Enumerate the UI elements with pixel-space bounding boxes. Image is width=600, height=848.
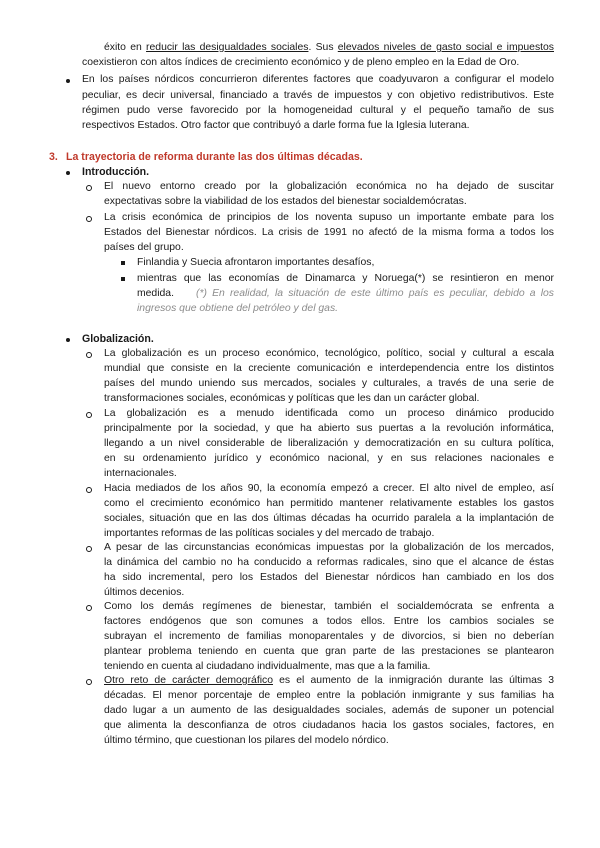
circle-bullet-icon <box>86 412 92 418</box>
sub-bullet-line-end <box>137 287 174 301</box>
circle-bullet-icon <box>86 185 92 191</box>
paragraph-line: últimos decenios. <box>104 587 185 598</box>
paragraph-line: principalmente por la sociedad, y que ha abierto sus puertas a la revolución informática, <box>104 423 554 434</box>
section-number: 3. <box>49 151 58 163</box>
paragraph-line <box>104 674 554 688</box>
paragraph-line: La globalización es un proceso económico, tecnológico, político, social y cultural a escala <box>104 348 554 359</box>
circle-bullet-icon <box>86 679 92 685</box>
paragraph-line: dado lugar a un aumento de las desigualdades sociales, además de suponer un potencial <box>104 705 554 716</box>
circle-bullet-icon <box>86 605 92 611</box>
paragraph-line: último término, que cuestionan los pilares del modelo nórdico. <box>104 735 389 746</box>
paragraph-line: como el crecimiento económico han permitido mantener relativamente estables los gastos <box>104 498 554 509</box>
paragraph-line: A pesar de las circunstancias económicas impuestas por la globalización de los mercados, <box>104 542 554 553</box>
circle-bullet-icon <box>86 352 92 358</box>
paragraph-line: La crisis económica de principios de los noventa supuso un importante embate para los <box>104 212 554 223</box>
paragraph-line: factores endógenos que son comunes a todos ellos. Entre los cambios sociales se <box>104 616 554 627</box>
square-bullet-icon <box>121 277 125 281</box>
paragraph-line: llegando a un nivel considerable de liberalización y democratización en su cultura política, <box>104 438 554 449</box>
paragraph-line: Estados del Bienestar nórdicos. La crisis de 1991 no afectó de la misma forma a todos los <box>104 227 554 238</box>
paragraph-line: teniendo en cuenta al ciudadano individualmente, mas que a la familia. <box>104 661 431 672</box>
paragraph-line: transformaciones sociales, económicas y políticas que les dan un carácter global. <box>104 393 480 404</box>
text-run: . Sus <box>308 42 338 53</box>
footnote-line: ingresos que obtiene del petróleo y del gas. <box>137 303 339 314</box>
paragraph-line: ha sido incremental, pero los Estados del Bienestar nórdicos han cambiado en los dos <box>104 572 554 583</box>
paragraph-line: plantear problema teniendo en cuenta que gran parte de las prestaciones se plantearon <box>104 646 554 657</box>
paragraph-line: países del mundo uniendo sus mercados, sociales y culturales, a través de una serie de <box>104 378 554 389</box>
paragraph-line: que alimenta la desconfianza de otros ciudadanos hacia los gastos sociales, factores, en <box>104 720 554 731</box>
text-run: medida. <box>137 288 174 299</box>
subsection-title-globalizacion: Globalización. <box>82 333 154 345</box>
text-run: es el aumento de la inmigración durante las últimas 3 <box>273 675 555 686</box>
paragraph-line: Como los demás regímenes de bienestar, también el socialdemócrata se enfrenta a <box>104 601 554 612</box>
circle-bullet-icon <box>86 216 92 222</box>
paragraph-line: expectativas sobre la viabilidad de los estados del bienestar socialdemócratas. <box>104 196 467 207</box>
paragraph-line: subrayan el incremento de familias monoparentales y de divorcios, si bien no deberían <box>104 631 554 642</box>
subsection-title-intro: Introducción. <box>82 166 150 178</box>
footnote-line: (*) En realidad, la situación de este último país es peculiar, debido a los <box>196 288 554 299</box>
paragraph-line: sociales, situación que en las dos últimas décadas ha ocurrido paralela a la implantación de <box>104 513 554 524</box>
paragraph-line: mundial que consiste en la creciente comunicación e interdependencia entre los distintos <box>104 363 554 374</box>
bullet-icon <box>66 338 70 342</box>
paragraph-line: Hacia mediados de los años 90, la economía empezó a crecer. El alto nivel de empleo, así <box>104 483 554 494</box>
underlined-phrase: Otro reto de carácter demográfico <box>104 675 273 686</box>
sub-bullet-line: mientras que las economías de Dinamarca y Noruega(*) se resintieron en menor <box>137 273 554 284</box>
paragraph-line: importantes reformas de las políticas sociales y del mercado de trabajo. <box>104 528 435 539</box>
circle-bullet-icon <box>86 487 92 493</box>
underlined-phrase: reducir las desigualdades sociales <box>146 42 309 53</box>
paragraph-line: En los países nórdicos concurrieron diferentes factores que coadyuvaron a configurar el modelo <box>82 74 554 85</box>
circle-bullet-icon <box>86 546 92 552</box>
section-title: La trayectoria de reforma durante las dos últimas décadas. <box>66 151 363 163</box>
sub-bullet-line: Finlandia y Suecia afrontaron importantes desafíos, <box>137 257 375 268</box>
paragraph-line: La globalización es a menudo identificada como un proceso dinámico producido <box>104 408 554 419</box>
paragraph-line: respectivos Estados. Otro factor que contribuyó a darle forma fue la Iglesia luterana. <box>82 120 470 131</box>
paragraph-line: décadas. El menor porcentaje de empleo entre la población inmigrante y sus familias ha <box>104 690 554 701</box>
continuation-line-1 <box>104 41 554 55</box>
bullet-icon <box>66 79 70 83</box>
paragraph-line: régimen pudo verse favorecido por la homogeneidad cultural y el pequeño tamaño de sus <box>82 105 554 116</box>
paragraph-line: en su ordenamiento jurídico y económico nacional, y en sus relaciones nacionales e <box>104 453 554 464</box>
paragraph-line: países del grupo. <box>104 242 184 253</box>
paragraph-line: El nuevo entorno creado por la globalización económica no ha dejado de suscitar <box>104 181 554 192</box>
paragraph-line: internacionales. <box>104 468 177 479</box>
paragraph-line: la dinámica del cambio no ha conducido a reformas radicales, sino que el alcance de éstas <box>104 557 554 568</box>
bullet-icon <box>66 171 70 175</box>
square-bullet-icon <box>121 261 125 265</box>
text-run: éxito en <box>104 42 147 53</box>
continuation-line-2: coexistieron con altos índices de crecimiento económico y de pleno empleo en la Edad de Oro. <box>82 57 520 68</box>
underlined-phrase: elevados niveles de gasto social e impuestos <box>337 42 554 53</box>
paragraph-line: peculiar, es decir universal, financiado a través de impuestos y con objetivo redistributivos. Este <box>82 90 554 101</box>
